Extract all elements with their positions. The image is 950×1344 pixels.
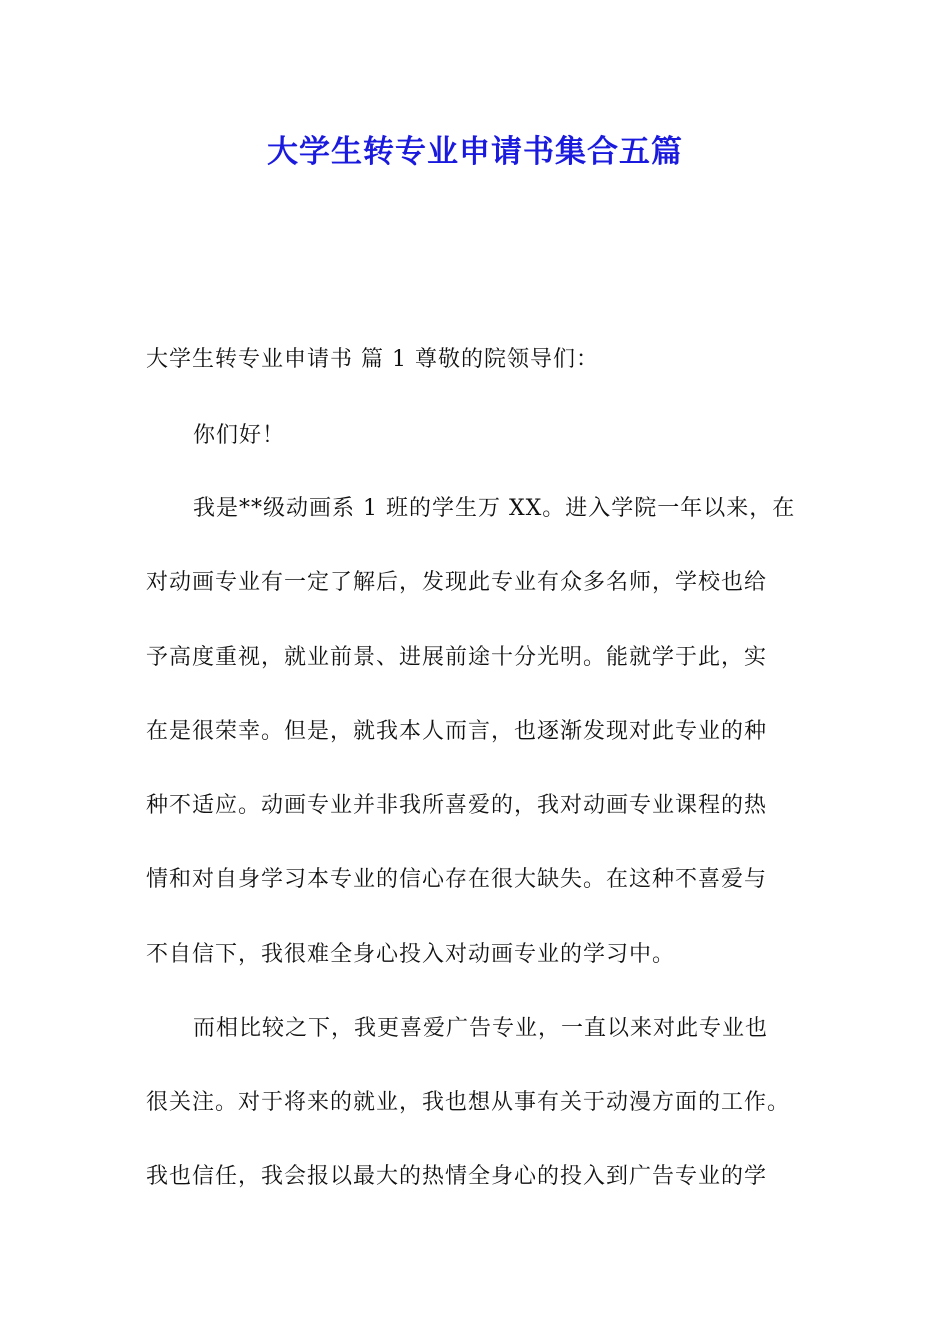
paragraph-line: 情和对自身学习本专业的信心存在很大缺失。在这种不喜爱与 — [146, 867, 768, 892]
paragraph-line: 在是很荣幸。但是，就我本人而言，也逐渐发现对此专业的种 — [146, 719, 768, 744]
letter-heading-line: 大学生转专业申请书 篇 1 尊敬的院领导们： — [146, 347, 599, 372]
paragraph-line: 我也信任，我会报以最大的热情全身心的投入到广告专业的学 — [146, 1164, 768, 1189]
paragraph-line: 而相比较之下，我更喜爱广告专业，一直以来对此专业也 — [193, 1016, 769, 1041]
paragraph-line: 对动画专业有一定了解后，发现此专业有众多名师，学校也给 — [146, 570, 768, 595]
paragraph-line: 种不适应。动画专业并非我所喜爱的，我对动画专业课程的热 — [146, 793, 768, 818]
paragraph-line: 不自信下，我很难全身心投入对动画专业的学习中。 — [146, 942, 676, 967]
paragraph-line: 我是**级动画系 1 班的学生万 XX。进入学院一年以来，在 — [193, 496, 796, 521]
greeting-line: 你们好！ — [193, 423, 286, 448]
document-title: 大学生转专业申请书集合五篇 — [267, 134, 683, 170]
paragraph-line: 很关注。对于将来的就业，我也想从事有关于动漫方面的工作。 — [146, 1090, 791, 1115]
paragraph-line: 予高度重视，就业前景、进展前途十分光明。能就学于此，实 — [146, 645, 768, 670]
